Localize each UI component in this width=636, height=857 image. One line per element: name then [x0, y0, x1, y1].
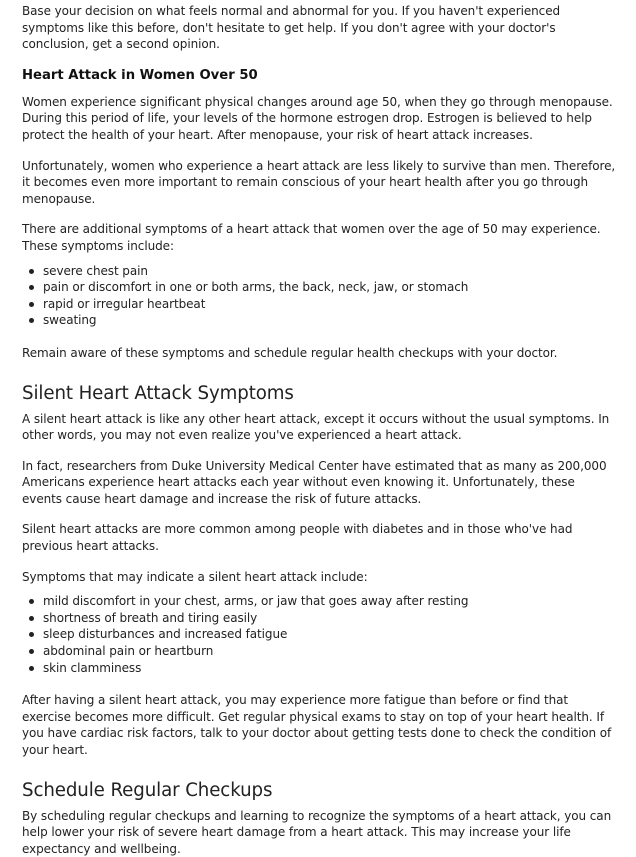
- list-item: skin clamminess: [43, 660, 616, 677]
- paragraph-menopause-1: Women experience significant physical changes around age 50, when they go through menopause. During this period of life, your levels of the hormone estrogen drop. Estrogen is believed to help protect the health of your heart. After menopause, your risk of heart attack increases.: [22, 94, 613, 142]
- paragraph-checkups-1: By scheduling regular checkups and learning to recognize the symptoms of a heart attack, you can help lower your risk of severe heart damage from a heart attack. This may increase your life expectancy and wellbeing.: [22, 808, 612, 856]
- list-item: sweating: [43, 312, 616, 329]
- paragraph-silent-3: Silent heart attacks are more common among people with diabetes and in those who've had previous heart attacks.: [22, 522, 573, 554]
- list-item: pain or discomfort in one or both arms, the back, neck, jaw, or stomach: [43, 279, 616, 296]
- list-item: sleep disturbances and increased fatigue: [43, 626, 616, 643]
- heading-schedule-checkups: Schedule Regular Checkups: [22, 779, 273, 801]
- list-item: rapid or irregular heartbeat: [43, 296, 616, 313]
- paragraph-silent-2: In fact, researchers from Duke University Medical Center have estimated that as many as 200,000 Americans experience heart attacks each year without even knowing it. Unfortunately, these events cause heart damage and increase the risk of future attacks.: [22, 458, 607, 506]
- list-item: shortness of breath and tiring easily: [43, 610, 616, 627]
- paragraph-menopause-3: There are additional symptoms of a heart attack that women over the age of 50 may experience. These symptoms include:: [22, 222, 601, 253]
- heading-women-over-50: Heart Attack in Women Over 50: [22, 67, 258, 83]
- symptom-list-silent: [22, 593, 616, 676]
- paragraph-intro: Base your decision on what feels normal and abnormal for you. If you haven't experienced symptoms like this before, don't hesitate to get help. If you don't agree with your doctor's conclusion, get a second opinion.: [22, 4, 561, 52]
- paragraph-silent-4: Symptoms that may indicate a silent heart attack include:: [22, 569, 368, 584]
- paragraph-silent-1: A silent heart attack is like any other heart attack, except it occurs without the usual symptoms. In other words, you may not even realize you've experienced a heart attack.: [22, 411, 610, 443]
- list-item: abdominal pain or heartburn: [43, 643, 616, 660]
- list-item: mild discomfort in your chest, arms, or jaw that goes away after resting: [43, 593, 616, 610]
- paragraph-menopause-4: Remain aware of these symptoms and schedule regular health checkups with your doctor.: [22, 345, 558, 360]
- paragraph-silent-5: After having a silent heart attack, you may experience more fatigue than before or find that exercise becomes more difficult. Get regular physical exams to stay on top of your heart health. If you have cardiac risk factors, talk to your doctor about getting tests done to check the condition of your heart.: [22, 693, 612, 757]
- paragraph-menopause-2: Unfortunately, women who experience a heart attack are less likely to survive than men. Therefore, it becomes even more important to remain conscious of your heart health after you go through menopause.: [22, 158, 616, 206]
- list-item: severe chest pain: [43, 263, 616, 280]
- symptom-list-over-50: [22, 263, 616, 329]
- heading-silent-heart-attack: Silent Heart Attack Symptoms: [22, 382, 294, 404]
